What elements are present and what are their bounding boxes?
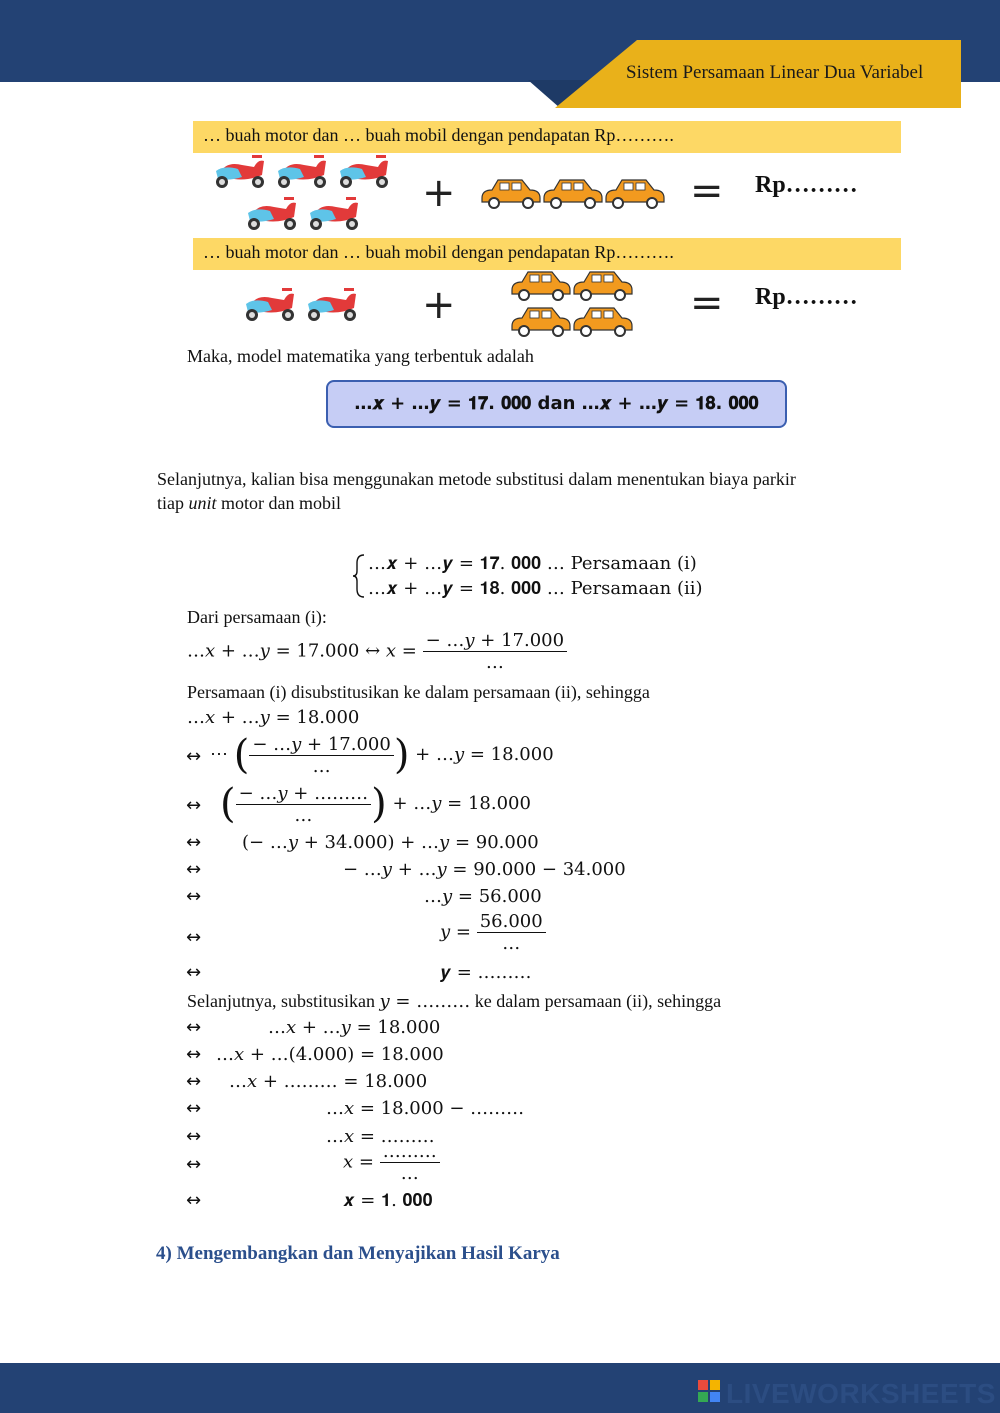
- system-eq1: …𝒙 + …𝒚 = 𝟏𝟕. 𝟎𝟎𝟎 … Persamaan (i): [368, 553, 697, 574]
- step-eq2: …𝑥 + …𝑦 = 18.000: [187, 707, 360, 728]
- system-eq2: …𝒙 + …𝒚 = 𝟏𝟖. 𝟎𝟎𝟎 … Persamaan (ii): [368, 578, 703, 599]
- header-title: Sistem Persamaan Linear Dua Variabel: [626, 62, 924, 83]
- liveworksheets-logo-icon: [698, 1380, 720, 1402]
- equiv-arrow: ↔: [186, 1098, 202, 1119]
- step-x-result: 𝒙 = 𝟏. 𝟎𝟎𝟎: [343, 1190, 433, 1211]
- equals-sign: =: [690, 280, 724, 326]
- step-move-constant: − …𝑦 + …𝑦 = 90.000 − 34.000: [343, 859, 626, 880]
- step-substitute: ⋯ ( $\frac{\text{− …𝑦 + 17.000}}{\dots}$ ) + …𝑦 = 18.000: [210, 732, 554, 778]
- step-y-result: 𝒚 = ………: [440, 962, 532, 983]
- system-brace: [352, 553, 366, 599]
- step-x-6: 𝑥 = $\frac{\dots\dots\dots}{\dots}$: [343, 1141, 440, 1184]
- from-eq1-label: Dari persamaan (i):: [187, 607, 327, 627]
- watermark-text: LIVEWORKSHEETS: [726, 1378, 996, 1409]
- equiv-arrow: ↔: [186, 927, 202, 948]
- equals-sign: =: [690, 168, 724, 214]
- cars-group-2: [508, 266, 640, 342]
- substitution-text: Persamaan (i) disubstitusikan ke dalam persamaan (ii), sehingga: [187, 682, 650, 702]
- step-x-1: …𝑥 + …𝑦 = 18.000: [268, 1017, 441, 1038]
- motorcycles-group-1: [208, 153, 403, 235]
- equiv-arrow: ↔: [186, 886, 202, 907]
- income-blank: Rp………: [755, 284, 858, 310]
- plus-sign: +: [422, 282, 456, 328]
- intro-line-1: Selanjutnya, kalian bisa menggunakan metode substitusi dalam menentukan biaya parkir: [157, 469, 796, 489]
- cars-group-1: [478, 174, 668, 214]
- step-multiply: ( $\frac{\text{− …𝑦 + ………}}{\dots}$ ) + …𝑦 = 18.000: [220, 781, 531, 827]
- equiv-arrow: ↔: [186, 1154, 202, 1175]
- step-divide: 𝑦 = $\frac{56.000}{\dots}$: [440, 911, 546, 954]
- intro-line-2: tiap unit motor dan mobil: [157, 493, 342, 513]
- step-simplify: …𝑦 = 56.000: [424, 886, 542, 907]
- section-heading: 4) Mengembangkan dan Menyajikan Hasil Karya: [156, 1243, 560, 1264]
- equiv-arrow: ↔: [186, 746, 202, 767]
- step-x-2: …𝑥 + …(4.000) = 18.000: [216, 1044, 444, 1065]
- equiv-arrow: ↔: [186, 1126, 202, 1147]
- step-x-4: …𝑥 = 18.000 − ………: [326, 1098, 525, 1119]
- substitute-y-text: Selanjutnya, substitusikan 𝑦 = ……… ke dalam persamaan (ii), sehingga: [187, 991, 722, 1012]
- motorcycles-group-2: [238, 286, 370, 326]
- step-isolate-x: …𝑥 + …𝑦 = 17.000 ↔ 𝑥 = $\frac{\text{− …𝑦 + 17.000}}{\dots}$: [187, 630, 567, 673]
- scenario2-caption: … buah motor dan … buah mobil dengan pendapatan Rp……….: [193, 238, 901, 270]
- step-x-3: …𝑥 + ……… = 18.000: [229, 1071, 428, 1092]
- equiv-arrow: ↔: [186, 962, 202, 983]
- model-intro: Maka, model matematika yang terbentuk adalah: [187, 346, 534, 366]
- model-equation-box: …𝒙 + …𝒚 = 𝟏𝟕. 𝟎𝟎𝟎 dan …𝒙 + …𝒚 = 𝟏𝟖. 𝟎𝟎𝟎: [326, 380, 787, 428]
- step-expand: (− …𝑦 + 34.000) + …𝑦 = 90.000: [242, 832, 539, 853]
- equiv-arrow: ↔: [186, 795, 202, 816]
- equiv-arrow: ↔: [186, 859, 202, 880]
- step-x-5: …𝑥 = ………: [326, 1126, 435, 1147]
- equiv-arrow: ↔: [186, 1190, 202, 1211]
- equiv-arrow: ↔: [186, 1071, 202, 1092]
- scenario1-caption: … buah motor dan … buah mobil dengan pendapatan Rp……….: [193, 121, 901, 153]
- equiv-arrow: ↔: [186, 832, 202, 853]
- income-blank: Rp………: [755, 172, 858, 198]
- plus-sign: +: [422, 170, 456, 216]
- equiv-arrow: ↔: [186, 1044, 202, 1065]
- equiv-arrow: ↔: [186, 1017, 202, 1038]
